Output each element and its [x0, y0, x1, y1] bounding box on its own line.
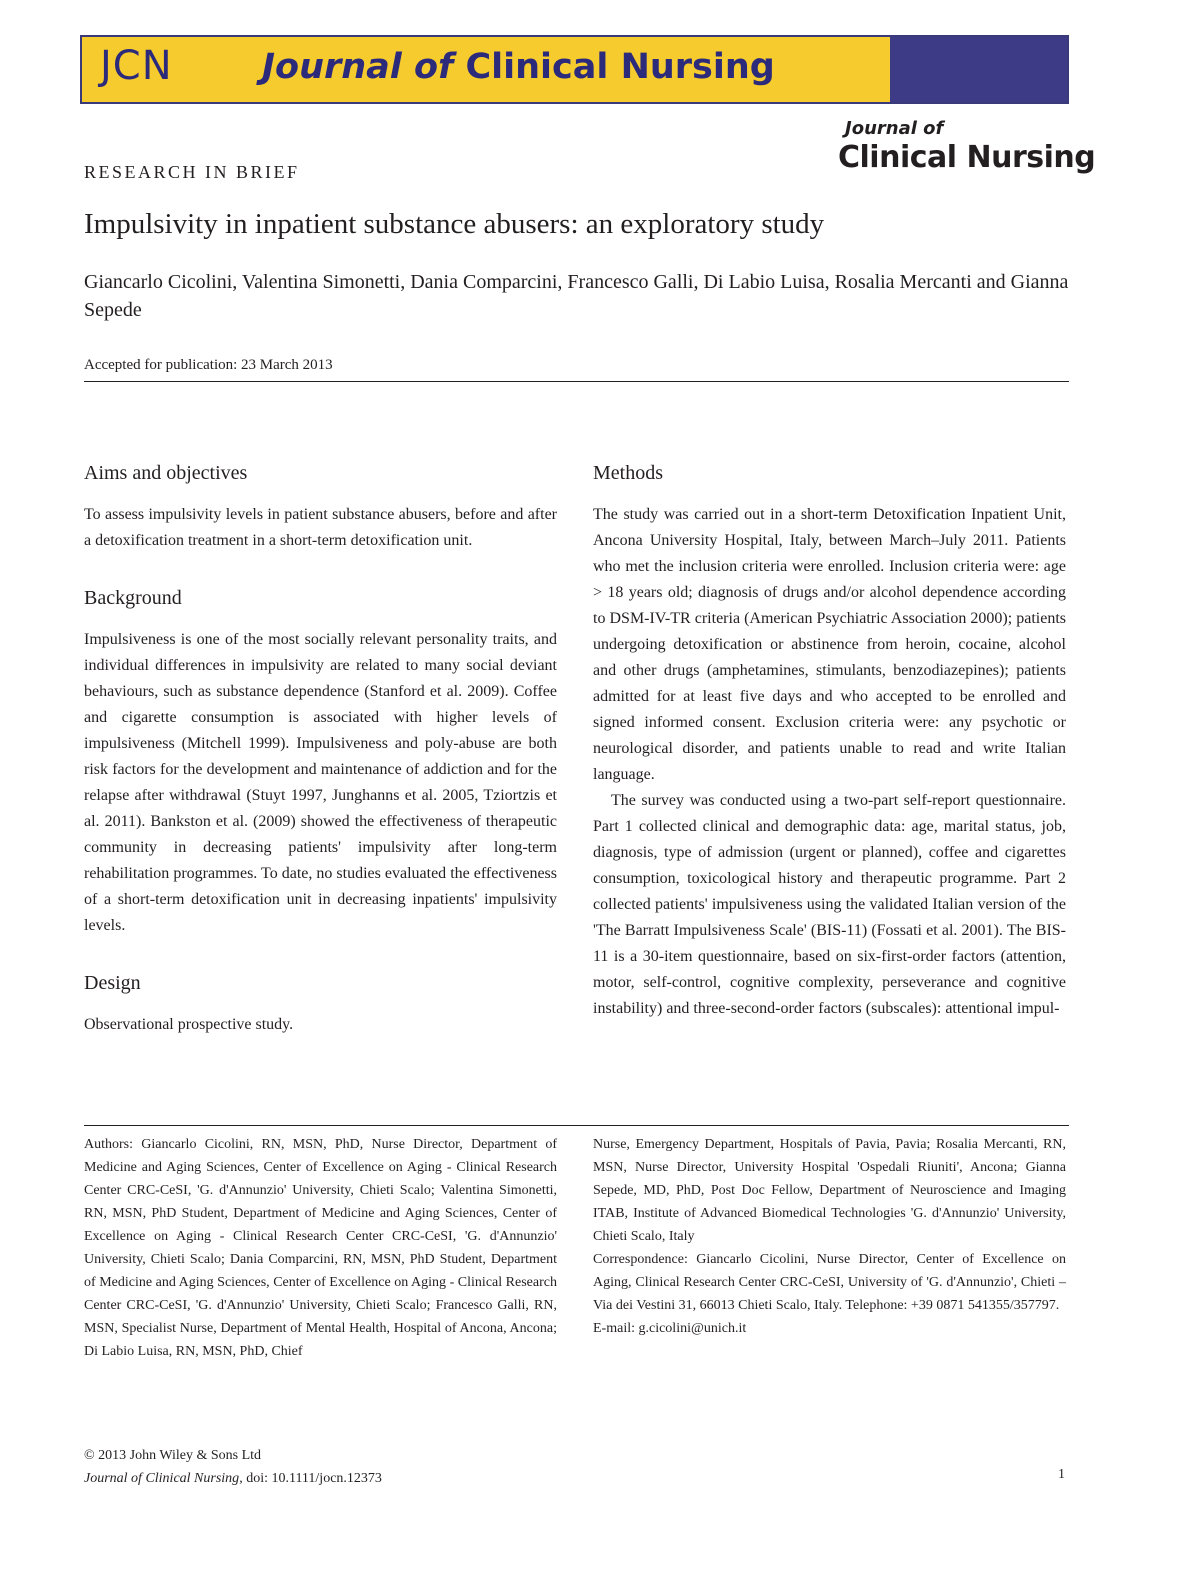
affiliations-text-left: Authors: Giancarlo Cicolini, RN, MSN, PhD, Nurse Director, Department of Medicine and Aging Sciences, Center of Excellence on Aging - Clinical Research Center CRC-CeSI, 'G. d'Annunzio' University, Chieti Scalo; Valentina Simonetti, RN, MSN, PhD Student, Department of Medicine and Aging Sciences, Center of Excellence on Aging - Clinical Research Center CRC-CeSI, 'G. d'Annunzio' University, Chieti Scalo; Dania Comparcini, RN, MSN, PhD Student, Department of Medicine and Aging Sciences, Center of Excellence on Aging - Clinical Research Center CRC-CeSI, 'G. d'Annunzio' University, Chieti Scalo; Francesco Galli, RN, MSN, Specialist Nurse, Department of Mental Health, Hospital of Ancona, Ancona; Di Labio Luisa, RN, MSN, PhD, Chief: [84, 1137, 557, 1359]
author-affiliations-left: [84, 1133, 557, 1363]
header-rule: [84, 381, 1069, 382]
banner-dark-block: [890, 37, 1067, 102]
accepted-date: Accepted for publication: 23 March 2013: [84, 357, 333, 373]
email-text: E-mail: g.cicolini@unich.it: [593, 1321, 747, 1336]
author-affiliations-right: [593, 1133, 1066, 1340]
journal-logo-line1: Journal of: [845, 118, 944, 139]
design-heading: Design: [84, 972, 141, 994]
page-number: 1: [1058, 1467, 1065, 1482]
aims-heading: Aims and objectives: [84, 462, 248, 484]
author-list: Giancarlo Cicolini, Valentina Simonetti, Dania Comparcini, Francesco Galli, Di Labio Luisa, Rosalia Mercanti and Gianna Sepede: [84, 271, 1069, 321]
journal-logo-line2: Clinical Nursing: [838, 140, 1096, 175]
citation-line: [84, 1467, 382, 1490]
design-text: Observational prospective study.: [84, 1016, 294, 1033]
right-column: [593, 462, 1066, 1022]
methods-heading: Methods: [593, 462, 663, 484]
background-section: [84, 587, 557, 939]
aims-section: [84, 462, 557, 554]
banner-title: [262, 47, 775, 87]
footer-copyright-block: [84, 1444, 382, 1490]
banner-jcn: JCN: [100, 43, 173, 89]
article-title: Impulsivity in inpatient substance abusers: an exploratory study: [84, 208, 825, 240]
methods-para-2: The survey was conducted using a two-part self-report questionnaire. Part 1 collected clinical and demographic data: age, marital status, job, diagnosis, type of admission (urgent or planned), coffee and cigarettes consumption, toxicological history and therapeutic programme. Part 2 collected patients' impulsiveness using the validated Italian version of the 'The Barratt Impulsiveness Scale' (BIS-11) (Fossati et al. 2001). The BIS-11 is a 30-item questionnaire, based on six-first-order factors (attention, motor, self-control, cognitive complexity, perseverance and cognitive instability) and three-second-order factors (subscales): attentional impul-: [593, 792, 1066, 1017]
footnote-rule: [84, 1125, 1069, 1126]
banner-title-italic: Journal of: [262, 47, 454, 87]
methods-para-1: The study was carried out in a short-term Detoxification Inpatient Unit, Ancona University Hospital, Italy, between March–July 2011. Patients who met the inclusion criteria were enrolled. Inclusion criteria were: age > 18 years old; diagnosis of drugs and/or alcohol dependence according to DSM-IV-TR criteria (American Psychiatric Association 2000); patients undergoing detoxification or abstinence from heroin, cocaine, alcohol and other drugs (amphetamines, stimulants, benzodiazepines); patients admitted for at least five days and who accepted to be enrolled and signed informed consent. Exclusion criteria were: any psychotic or neurological disorder, and patients unable to read and write Italian language.: [593, 506, 1066, 783]
design-section: [84, 972, 557, 1038]
doi: , doi: 10.1111/jocn.12373: [239, 1471, 382, 1486]
correspondence-text: Correspondence: Giancarlo Cicolini, Nurse Director, Center of Excellence on Aging, Clinical Research Center CRC-CeSI, University of 'G. d'Annunzio', Chieti – Via dei Vestini 31, 66013 Chieti Scalo, Italy. Telephone: +39 0871 541355/357797.: [593, 1252, 1066, 1313]
banner-title-rest: Clinical Nursing: [465, 47, 775, 87]
left-column: [84, 462, 557, 1071]
journal-name: Journal of Clinical Nursing: [84, 1471, 240, 1486]
copyright-line: © 2013 John Wiley & Sons Ltd: [84, 1448, 262, 1463]
background-heading: Background: [84, 587, 182, 609]
aims-text: To assess impulsivity levels in patient substance abusers, before and after a detoxification treatment in a short-term detoxification unit.: [84, 506, 557, 549]
section-label: RESEARCH IN BRIEF: [84, 162, 300, 182]
journal-banner: [80, 35, 1069, 104]
affiliations-text-right: Nurse, Emergency Department, Hospitals of Pavia, Pavia; Rosalia Mercanti, RN, MSN, Nurse Director, University Hospital 'Ospedali Riuniti', Ancona; Gianna Sepede, MD, PhD, Post Doc Fellow, Department of Neuroscience and Imaging ITAB, Institute of Advanced Biomedical Technologies 'G. d'Annunzio' University, Chieti Scalo, Italy: [593, 1137, 1066, 1244]
background-text: Impulsiveness is one of the most socially relevant personality traits, and individual differences in impulsivity are related to many social deviant behaviours, such as substance dependence (Stanford et al. 2009). Coffee and cigarette consumption is associated with higher levels of impulsiveness (Mitchell 1999). Impulsiveness and poly-abuse are both risk factors for the development and maintenance of addiction and for the relapse after withdrawal (Stuyt 1997, Junghanns et al. 2005, Tziortzis et al. 2011). Bankston et al. (2009) showed the effectiveness of therapeutic community in decreasing patients' impulsivity after long-term rehabilitation programmes. To date, no studies evaluated the effectiveness of a short-term detoxification unit in decreasing inpatients' impulsivity levels.: [84, 631, 557, 934]
